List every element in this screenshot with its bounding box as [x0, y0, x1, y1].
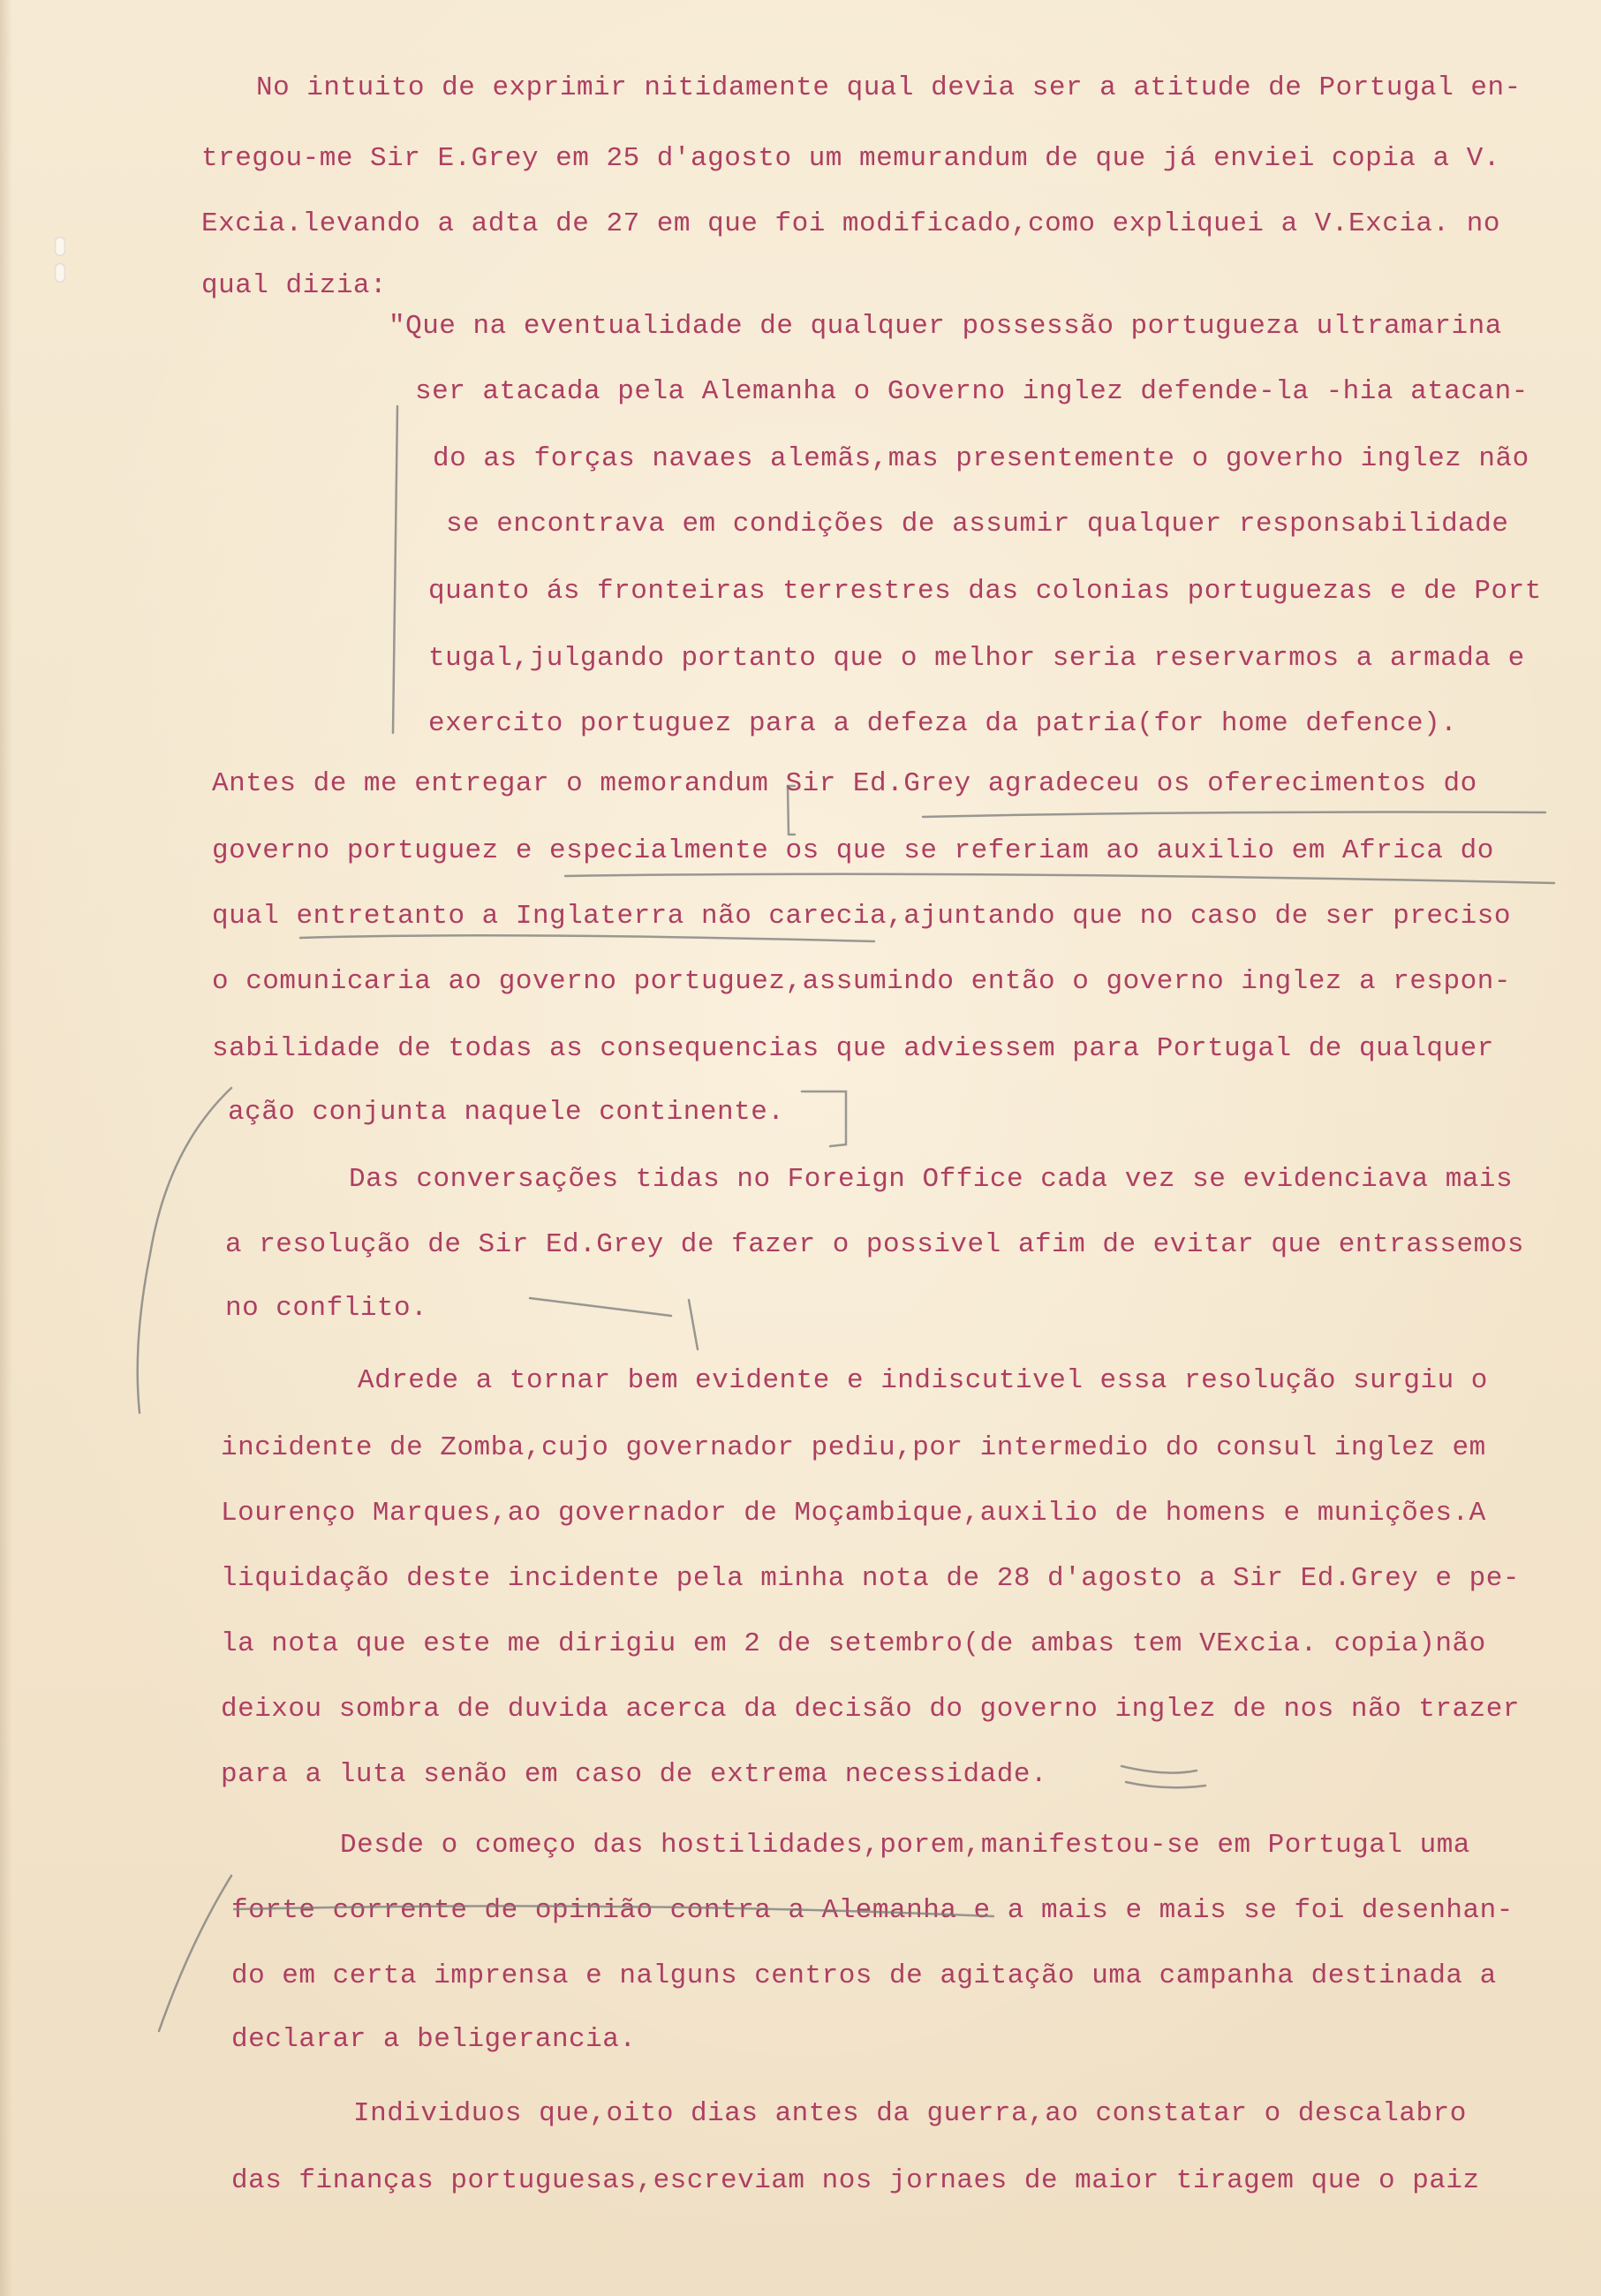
scribble-mark — [1121, 1766, 1205, 1787]
underline-mark — [300, 935, 874, 941]
margin-line-mark — [138, 1088, 231, 1413]
text-line: das finanças portuguesas,escreviam nos jornaes de maior tiragem que o paiz — [231, 2165, 1480, 2196]
text-line: forte corrente de opinião contra a Alemanha e a mais e mais se foi desenhan- — [231, 1895, 1514, 1926]
text-line: tregou-me Sir E.Grey em 25 d'agosto um memurandum de que já enviei copia a V. — [201, 143, 1500, 174]
text-line: Individuos que,oito dias antes da guerra,ao constatar o descalabro — [353, 2098, 1467, 2129]
text-line: deixou sombra de duvida acerca da decisão do governo inglez de nos não trazer — [221, 1694, 1520, 1725]
quote-margin-line — [393, 406, 397, 733]
underline-mark — [565, 874, 1554, 883]
margin-line-mark — [159, 1876, 231, 2031]
text-line: la nota que este me dirigiu em 2 de setembro(de ambas tem VExcia. copia)não — [221, 1628, 1486, 1659]
text-line: qual dizia: — [201, 270, 388, 301]
text-line: qual entretanto a Inglaterra não carecia,ajuntando que no caso de ser preciso — [212, 901, 1511, 932]
text-line: declarar a beligerancia. — [231, 2024, 637, 2055]
quote-line: tugal,julgando portanto que o melhor seria reservarmos a armada e — [428, 643, 1525, 674]
opening-bracket-mark — [788, 786, 795, 835]
text-line: o comunicaria ao governo portuguez,assumindo então o governo inglez a respon- — [212, 966, 1511, 997]
quote-line: se encontrava em condições de assumir qualquer responsabilidade — [446, 509, 1509, 540]
text-line: ação conjunta naquele continente. — [228, 1097, 785, 1128]
text-line: sabilidade de todas as consequencias que adviessem para Portugal de qualquer — [212, 1033, 1494, 1064]
quote-line: "Que na eventualidade de qualquer possessão portugueza ultramarina — [389, 311, 1502, 342]
quote-line: ser atacada pela Alemanha o Governo inglez defende-la -hia atacan- — [415, 376, 1529, 407]
pencil-cross-mark — [530, 1298, 698, 1349]
text-line: liquidação deste incidente pela minha nota de 28 d'agosto a Sir Ed.Grey e pe- — [221, 1563, 1520, 1594]
text-line: Lourenço Marques,ao governador de Moçambique,auxilio de homens e munições.A — [221, 1498, 1486, 1529]
quote-line: quanto ás fronteiras terrestres das colonias portuguezas e de Port — [428, 576, 1542, 607]
text-line: para a luta senão em caso de extrema necessidade. — [221, 1759, 1048, 1790]
text-line: Desde o começo das hostilidades,porem,manifestou-se em Portugal uma — [340, 1830, 1470, 1861]
text-line: Antes de me entregar o memorandum Sir Ed.Grey agradeceu os oferecimentos do — [212, 768, 1477, 799]
text-line: Excia.levando a adta de 27 em que foi modificado,como expliquei a V.Excia. no — [201, 208, 1500, 239]
underline-mark — [234, 1906, 993, 1916]
text-line: a resolução de Sir Ed.Grey de fazer o possivel afim de evitar que entrassemos — [225, 1229, 1524, 1260]
closing-bracket-mark — [802, 1091, 846, 1146]
underline-mark — [923, 812, 1545, 817]
text-line: incidente de Zomba,cujo governador pediu,por intermedio do consul inglez em — [221, 1432, 1486, 1463]
text-line: governo portuguez e especialmente os que se referiam ao auxilio em Africa do — [212, 835, 1494, 866]
text-line: No intuito de exprimir nitidamente qual devia ser a atitude de Portugal en- — [256, 72, 1522, 103]
text-line: Das conversações tidas no Foreign Office cada vez se evidenciava mais — [349, 1164, 1514, 1195]
text-line: Adrede a tornar bem evidente e indiscutivel essa resolução surgiu o — [358, 1365, 1488, 1396]
quote-line: exercito portuguez para a defeza da patria(for home defence). — [428, 708, 1458, 739]
quote-line: do as forças navaes alemãs,mas presentemente o goverho inglez não — [433, 443, 1529, 474]
text-line: do em certa imprensa e nalguns centros de agitação uma campanha destinada a — [231, 1960, 1497, 1991]
text-line: no conflito. — [225, 1293, 428, 1324]
